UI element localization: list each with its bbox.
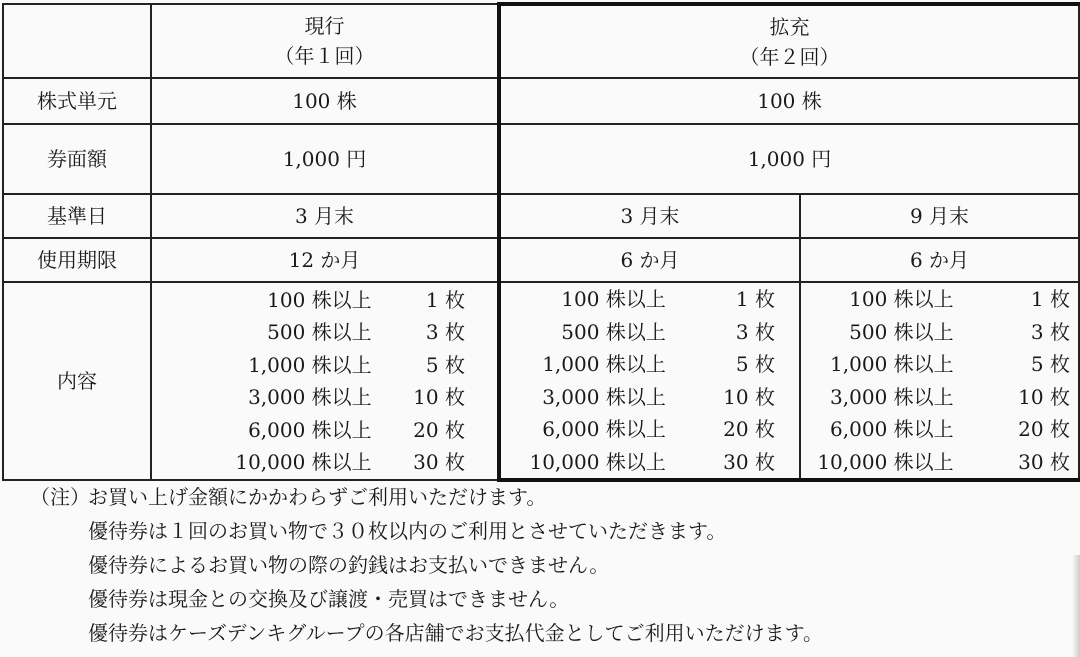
tier-quantity: 20 枚 bbox=[413, 417, 465, 442]
tier-threshold: 100 株以上 bbox=[849, 287, 954, 312]
face-value-expanded: 1,000 円 bbox=[499, 124, 1079, 194]
tier-threshold: 1,000 株以上 bbox=[248, 352, 372, 377]
tier-quantity: 10 枚 bbox=[723, 384, 775, 409]
row-label-record-date: 基準日 bbox=[3, 194, 151, 238]
tier-quantity: 5 枚 bbox=[425, 352, 465, 377]
tier-row bbox=[152, 381, 497, 414]
tier-row bbox=[801, 381, 1078, 414]
tier-threshold: 6,000 株以上 bbox=[248, 417, 372, 442]
tier-row bbox=[501, 348, 799, 381]
page-edge-shadow bbox=[1072, 555, 1080, 657]
expiry-expanded-2: 6 か月 bbox=[800, 238, 1079, 282]
shareholder-benefit-table bbox=[2, 2, 1080, 482]
expiry-expanded-1: 6 か月 bbox=[499, 238, 800, 282]
contents-expanded-2 bbox=[800, 282, 1079, 480]
header-empty-cell bbox=[3, 4, 151, 78]
tier-quantity: 1 枚 bbox=[735, 287, 775, 312]
record-date-expanded-2: 9 月末 bbox=[800, 194, 1079, 238]
record-date-current: 3 月末 bbox=[151, 194, 499, 238]
row-expiry bbox=[3, 238, 1079, 282]
notes-section bbox=[30, 480, 823, 650]
tier-row bbox=[501, 446, 799, 479]
tier-threshold: 6,000 株以上 bbox=[542, 417, 666, 442]
face-value-current: 1,000 円 bbox=[151, 124, 499, 194]
note-line-3: 優待券によるお買い物の際の釣銭はお支払いできません。 bbox=[88, 553, 610, 577]
tier-row bbox=[152, 446, 497, 479]
tier-row bbox=[501, 316, 799, 349]
tier-quantity: 1 枚 bbox=[1030, 287, 1070, 312]
row-contents bbox=[3, 282, 1079, 480]
tier-row bbox=[152, 316, 497, 349]
header-expanded-title: 拡充 bbox=[769, 14, 810, 39]
unit-expanded: 100 株 bbox=[499, 78, 1079, 124]
note-line-4: 優待券は現金との交換及び譲渡・売買はできません。 bbox=[88, 587, 570, 611]
tier-row bbox=[152, 349, 497, 382]
tier-threshold: 1,000 株以上 bbox=[830, 352, 954, 377]
tier-row bbox=[152, 284, 497, 317]
contents-expanded-1 bbox=[499, 282, 800, 480]
note-first-line bbox=[30, 480, 823, 514]
expiry-current: 12 か月 bbox=[151, 238, 499, 282]
tier-row bbox=[801, 283, 1078, 316]
note-line-2: 優待券は１回のお買い物で３０枚以内のご利用とさせていただきます。 bbox=[88, 519, 727, 543]
tier-threshold: 10,000 株以上 bbox=[235, 450, 372, 475]
tier-row bbox=[152, 414, 497, 447]
row-unit bbox=[3, 78, 1079, 124]
tier-threshold: 10,000 株以上 bbox=[529, 449, 666, 474]
header-current-title: 現行 bbox=[304, 14, 345, 38]
tier-threshold: 500 株以上 bbox=[849, 319, 954, 344]
tier-threshold: 500 株以上 bbox=[561, 319, 666, 344]
note-line-5: 優待券はケーズデンキグループの各店舗でお支払代金としてご利用いただけます。 bbox=[88, 621, 823, 645]
tier-quantity: 20 枚 bbox=[723, 417, 775, 442]
tier-quantity: 5 枚 bbox=[735, 352, 775, 377]
tier-list-current bbox=[152, 284, 497, 479]
tier-threshold: 3,000 株以上 bbox=[542, 384, 666, 409]
note-line-1: お買い上げ金額にかかわらずご利用いただけます。 bbox=[88, 485, 547, 509]
record-date-expanded-1: 3 月末 bbox=[499, 194, 800, 238]
tier-quantity: 10 枚 bbox=[413, 385, 465, 410]
tier-quantity: 30 枚 bbox=[723, 449, 775, 474]
tier-row bbox=[501, 381, 799, 414]
row-face-value bbox=[3, 124, 1079, 194]
tier-quantity: 30 枚 bbox=[1018, 449, 1070, 474]
header-expanded-subtitle: （年２回） bbox=[739, 44, 840, 69]
tier-threshold: 1,000 株以上 bbox=[542, 352, 666, 377]
tier-threshold: 100 株以上 bbox=[267, 287, 372, 312]
tier-quantity: 30 枚 bbox=[413, 450, 465, 475]
tier-threshold: 10,000 株以上 bbox=[817, 449, 954, 474]
contents-current bbox=[151, 282, 499, 480]
tier-quantity: 10 枚 bbox=[1018, 384, 1070, 409]
row-label-contents: 内容 bbox=[3, 282, 151, 480]
tier-quantity: 3 枚 bbox=[425, 320, 465, 345]
header-expanded bbox=[499, 4, 1079, 78]
tier-threshold: 100 株以上 bbox=[561, 287, 666, 312]
tier-row bbox=[801, 316, 1078, 349]
row-label-unit: 株式単元 bbox=[3, 78, 151, 124]
tier-threshold: 3,000 株以上 bbox=[830, 384, 954, 409]
row-label-face-value: 券面額 bbox=[3, 124, 151, 194]
header-row bbox=[3, 4, 1079, 78]
tier-list-expanded-2 bbox=[801, 283, 1078, 478]
tier-row bbox=[501, 283, 799, 316]
tier-threshold: 6,000 株以上 bbox=[830, 417, 954, 442]
header-current-subtitle: （年１回） bbox=[274, 44, 375, 68]
tier-quantity: 1 枚 bbox=[425, 287, 465, 312]
tier-row bbox=[801, 348, 1078, 381]
tier-row bbox=[801, 446, 1078, 479]
note-label: （注） bbox=[30, 485, 90, 509]
header-current bbox=[151, 4, 499, 78]
tier-row bbox=[501, 413, 799, 446]
tier-quantity: 5 枚 bbox=[1030, 352, 1070, 377]
tier-threshold: 500 株以上 bbox=[267, 320, 372, 345]
tier-row bbox=[801, 413, 1078, 446]
tier-quantity: 3 枚 bbox=[1030, 319, 1070, 344]
tier-list-expanded-1 bbox=[501, 283, 799, 478]
row-record-date bbox=[3, 194, 1079, 238]
tier-quantity: 3 枚 bbox=[735, 319, 775, 344]
row-label-expiry: 使用期限 bbox=[3, 238, 151, 282]
unit-current: 100 株 bbox=[151, 78, 499, 124]
tier-threshold: 3,000 株以上 bbox=[248, 385, 372, 410]
tier-quantity: 20 枚 bbox=[1018, 417, 1070, 442]
